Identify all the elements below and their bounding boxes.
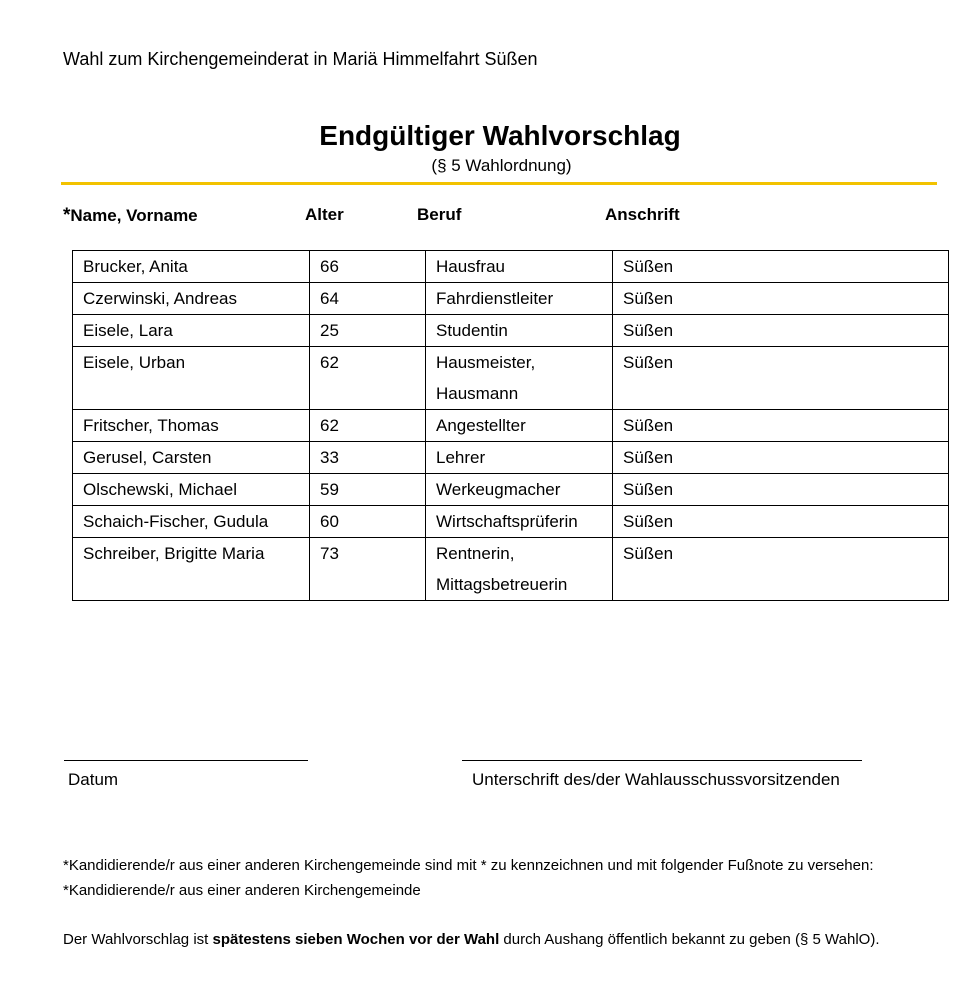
table-row <box>73 538 949 601</box>
chair-signature-line <box>462 760 862 761</box>
candidate-job-line: Hausmeister, <box>436 353 536 372</box>
column-header-age: Alter <box>305 205 344 224</box>
candidate-name: Gerusel, Carsten <box>73 442 310 474</box>
candidate-job-line: Studentin <box>436 321 508 340</box>
table-row <box>73 347 949 410</box>
candidate-age: 62 <box>310 347 426 410</box>
candidate-job-line: Werkeugmacher <box>436 480 561 499</box>
table-row <box>73 442 949 474</box>
notice-text-bold: spätestens sieben Wochen vor der Wahl <box>212 931 500 948</box>
candidate-name: Czerwinski, Andreas <box>73 283 310 315</box>
table-row <box>73 474 949 506</box>
candidate-job <box>426 315 613 347</box>
signature-label: Unterschrift des/der Wahlausschussvorsitzenden <box>472 770 840 789</box>
candidate-job <box>426 347 613 410</box>
yellow-divider <box>61 182 937 185</box>
table-row <box>73 315 949 347</box>
candidate-age: 66 <box>310 251 426 283</box>
footnote-instruction: *Kandidierende/r aus einer anderen Kirchengemeinde sind mit * zu kennzeichnen und mit folgender Fußnote zu versehen: <box>63 857 874 874</box>
document-header: Wahl zum Kirchengemeinderat in Mariä Himmelfahrt Süßen <box>63 49 538 69</box>
candidate-job <box>426 538 613 601</box>
table-row <box>73 410 949 442</box>
candidate-name: Olschewski, Michael <box>73 474 310 506</box>
candidate-address: Süßen <box>613 347 949 410</box>
candidate-age: 33 <box>310 442 426 474</box>
notice-text-after: durch Aushang öffentlich bekannt zu geben (§ 5 WahlO). <box>499 931 880 948</box>
candidate-job-line: Mittagsbetreuerin <box>436 575 568 594</box>
column-header-name-label: Name, Vorname <box>70 206 198 225</box>
asterisk-marker: * <box>63 205 71 226</box>
date-label: Datum <box>68 770 119 789</box>
candidate-name: Eisele, Lara <box>73 315 310 347</box>
candidate-job-line: Hausfrau <box>436 257 505 276</box>
candidate-address: Süßen <box>613 410 949 442</box>
candidate-age: 62 <box>310 410 426 442</box>
candidate-job <box>426 283 613 315</box>
candidate-address: Süßen <box>613 506 949 538</box>
table-row <box>73 251 949 283</box>
candidate-job-line: Angestellter <box>436 416 526 435</box>
candidate-address: Süßen <box>613 474 949 506</box>
candidate-job <box>426 442 613 474</box>
candidate-job-line: Lehrer <box>436 448 486 467</box>
candidate-age: 64 <box>310 283 426 315</box>
candidate-address: Süßen <box>613 442 949 474</box>
publication-notice <box>63 931 880 948</box>
date-signature-line <box>64 760 308 761</box>
candidate-job-line: Hausmann <box>436 384 519 403</box>
candidate-job <box>426 506 613 538</box>
column-header-address: Anschrift <box>605 205 680 224</box>
candidate-age: 73 <box>310 538 426 601</box>
candidate-address: Süßen <box>613 283 949 315</box>
candidate-job-line: Rentnerin, <box>436 544 515 563</box>
candidate-name: Eisele, Urban <box>73 347 310 410</box>
document-title: Endgültiger Wahlvorschlag <box>319 120 681 151</box>
candidate-job <box>426 474 613 506</box>
candidate-table <box>72 250 949 601</box>
candidate-job <box>426 410 613 442</box>
candidate-address: Süßen <box>613 538 949 601</box>
candidate-age: 25 <box>310 315 426 347</box>
candidate-name: Schreiber, Brigitte Maria <box>73 538 310 601</box>
candidate-age: 60 <box>310 506 426 538</box>
notice-text-before: Der Wahlvorschlag ist <box>63 931 213 948</box>
candidate-job <box>426 251 613 283</box>
candidate-age: 59 <box>310 474 426 506</box>
table-row <box>73 283 949 315</box>
candidate-job-line: Fahrdienstleiter <box>436 289 554 308</box>
candidate-address: Süßen <box>613 251 949 283</box>
table-row <box>73 506 949 538</box>
candidate-job-line: Wirtschaftsprüferin <box>436 512 578 531</box>
column-header-job: Beruf <box>417 205 462 224</box>
footnote-text: *Kandidierende/r aus einer anderen Kirchengemeinde <box>63 882 421 899</box>
candidate-name: Schaich-Fischer, Gudula <box>73 506 310 538</box>
document-subtitle: (§ 5 Wahlordnung) <box>431 156 572 175</box>
candidate-name: Fritscher, Thomas <box>73 410 310 442</box>
candidate-address: Süßen <box>613 315 949 347</box>
candidate-name: Brucker, Anita <box>73 251 310 283</box>
column-header-name <box>63 205 198 227</box>
